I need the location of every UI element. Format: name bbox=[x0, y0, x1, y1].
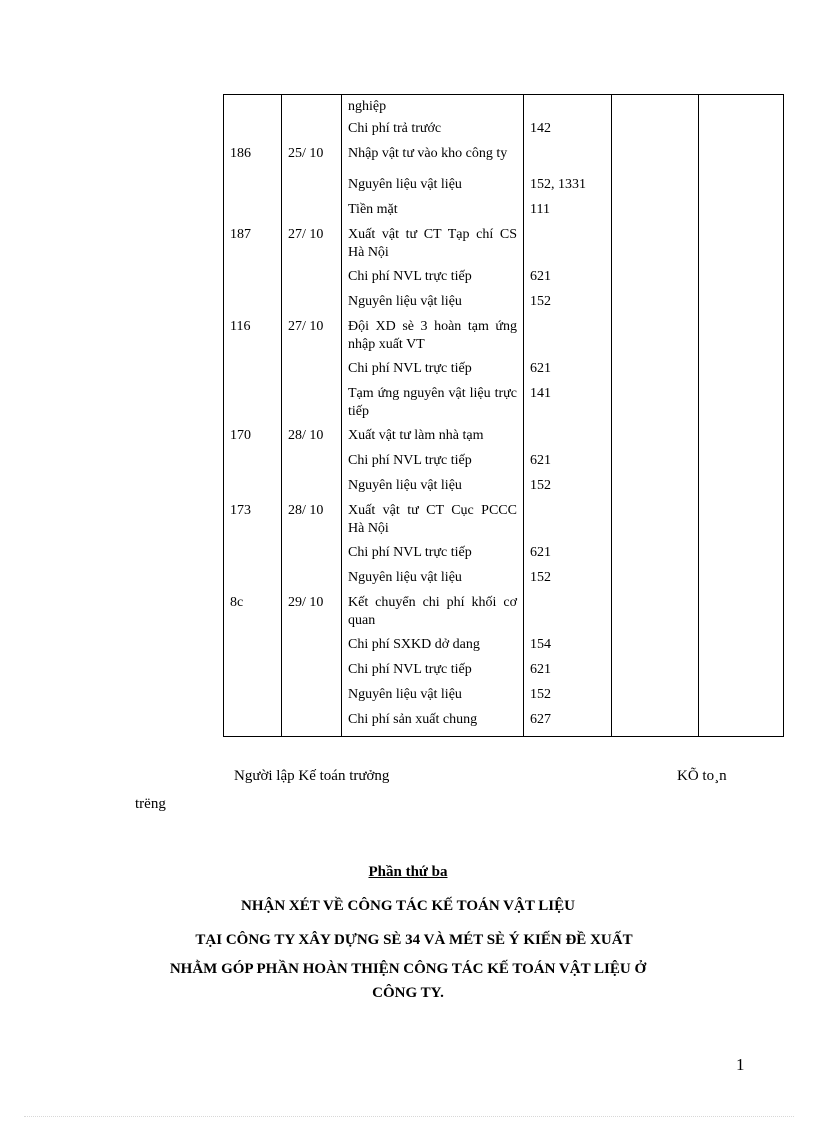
ledger-row bbox=[224, 661, 784, 686]
entry-number-cell bbox=[224, 360, 282, 385]
account-cell: 621 bbox=[524, 661, 612, 686]
section-title-line-4: CÔNG TY. bbox=[372, 985, 444, 1001]
entry-number-cell bbox=[224, 452, 282, 477]
description-cell: Chi phí NVL trực tiếp bbox=[342, 661, 524, 686]
description-cell: Chi phí NVL trực tiếp bbox=[342, 544, 524, 569]
footer-divider bbox=[24, 1116, 794, 1117]
entry-date-cell bbox=[282, 293, 342, 318]
credit-cell bbox=[699, 201, 784, 226]
entry-number-cell bbox=[224, 661, 282, 686]
entry-number-cell: 8c bbox=[224, 594, 282, 636]
debit-cell bbox=[612, 544, 699, 569]
credit-cell bbox=[699, 711, 784, 737]
ledger-row bbox=[224, 636, 784, 661]
debit-cell bbox=[612, 427, 699, 452]
account-cell: 111 bbox=[524, 201, 612, 226]
entry-date-cell: 25/ 10 bbox=[282, 145, 342, 176]
debit-cell bbox=[612, 569, 699, 594]
description-cell: Nguyên liệu vật liệu bbox=[342, 569, 524, 594]
credit-cell bbox=[699, 686, 784, 711]
entry-number-cell: 187 bbox=[224, 226, 282, 268]
description-cell: Đội XD sè 3 hoàn tạm ứng nhập xuất VT bbox=[342, 318, 524, 360]
entry-number-cell: 186 bbox=[224, 145, 282, 176]
ledger-row bbox=[224, 176, 784, 201]
debit-cell bbox=[612, 226, 699, 268]
credit-cell bbox=[699, 661, 784, 686]
entry-date-cell: 29/ 10 bbox=[282, 594, 342, 636]
credit-cell bbox=[699, 385, 784, 427]
debit-cell bbox=[612, 636, 699, 661]
debit-cell bbox=[612, 268, 699, 293]
ledger-row bbox=[224, 477, 784, 502]
entry-number-cell bbox=[224, 385, 282, 427]
ledger-table bbox=[223, 94, 784, 737]
entry-date-cell bbox=[282, 661, 342, 686]
description-cell: Xuất vật tư CT Cục PCCC Hà Nội bbox=[342, 502, 524, 544]
debit-cell bbox=[612, 686, 699, 711]
debit-cell bbox=[612, 452, 699, 477]
entry-date-cell bbox=[282, 686, 342, 711]
debit-cell bbox=[612, 145, 699, 176]
entry-date-cell bbox=[282, 385, 342, 427]
description-cell: Chi phí NVL trực tiếp bbox=[342, 452, 524, 477]
credit-cell bbox=[699, 569, 784, 594]
entry-date-cell: 27/ 10 bbox=[282, 226, 342, 268]
debit-cell bbox=[612, 293, 699, 318]
section-title-line-3: NHẰM GÓP PHẦN HOÀN THIỆN CÔNG TÁC KẾ TOÁN VẬT LIỆU Ở bbox=[169, 961, 647, 977]
account-cell: 142 bbox=[524, 120, 612, 145]
debit-cell bbox=[612, 711, 699, 737]
page-number: 1 bbox=[736, 1055, 745, 1074]
signature-preparer-chief: Người lập Kế toán trưởng bbox=[234, 768, 390, 784]
description-cell: nghiệp bbox=[342, 95, 524, 120]
ledger-row bbox=[224, 711, 784, 737]
account-cell: 152, 1331 bbox=[524, 176, 612, 201]
entry-date-cell bbox=[282, 569, 342, 594]
credit-cell bbox=[699, 594, 784, 636]
account-cell: 152 bbox=[524, 686, 612, 711]
entry-number-cell bbox=[224, 120, 282, 145]
debit-cell bbox=[612, 176, 699, 201]
debit-cell bbox=[612, 318, 699, 360]
account-cell: 621 bbox=[524, 544, 612, 569]
credit-cell bbox=[699, 502, 784, 544]
account-cell bbox=[524, 427, 612, 452]
debit-cell bbox=[612, 360, 699, 385]
ledger-row bbox=[224, 293, 784, 318]
debit-cell bbox=[612, 502, 699, 544]
credit-cell bbox=[699, 477, 784, 502]
account-cell: 152 bbox=[524, 293, 612, 318]
description-cell: Chi phí NVL trực tiếp bbox=[342, 268, 524, 293]
credit-cell bbox=[699, 360, 784, 385]
ledger-row bbox=[224, 268, 784, 293]
account-cell bbox=[524, 594, 612, 636]
ledger-row bbox=[224, 318, 784, 360]
signature-accountant-continued: trëng bbox=[135, 796, 166, 812]
description-cell: Nguyên liệu vật liệu bbox=[342, 293, 524, 318]
entry-number-cell bbox=[224, 95, 282, 120]
credit-cell bbox=[699, 95, 784, 120]
account-cell: 152 bbox=[524, 569, 612, 594]
entry-date-cell bbox=[282, 176, 342, 201]
account-cell: 627 bbox=[524, 711, 612, 737]
entry-date-cell bbox=[282, 636, 342, 661]
ledger-body bbox=[224, 95, 784, 737]
signature-accountant-right: KÕ to¸n bbox=[677, 768, 727, 784]
entry-number-cell bbox=[224, 686, 282, 711]
debit-cell bbox=[612, 120, 699, 145]
section-title-line-1: NHẬN XÉT VỀ CÔNG TÁC KẾ TOÁN VẬT LIỆU bbox=[241, 898, 575, 914]
description-cell: Tạm ứng nguyên vật liệu trực tiếp bbox=[342, 385, 524, 427]
ledger-row bbox=[224, 120, 784, 145]
ledger-row bbox=[224, 569, 784, 594]
description-cell: Chi phí sản xuất chung bbox=[342, 711, 524, 737]
entry-date-cell bbox=[282, 477, 342, 502]
entry-date-cell bbox=[282, 711, 342, 737]
account-cell bbox=[524, 318, 612, 360]
debit-cell bbox=[612, 661, 699, 686]
account-cell: 621 bbox=[524, 452, 612, 477]
debit-cell bbox=[612, 385, 699, 427]
description-cell: Kết chuyển chi phí khối cơ quan bbox=[342, 594, 524, 636]
entry-number-cell: 170 bbox=[224, 427, 282, 452]
debit-cell bbox=[612, 95, 699, 120]
credit-cell bbox=[699, 318, 784, 360]
account-cell: 141 bbox=[524, 385, 612, 427]
credit-cell bbox=[699, 544, 784, 569]
entry-date-cell bbox=[282, 120, 342, 145]
credit-cell bbox=[699, 120, 784, 145]
entry-number-cell bbox=[224, 477, 282, 502]
ledger-row bbox=[224, 385, 784, 427]
account-cell bbox=[524, 95, 612, 120]
section-title-line-2: TẠI CÔNG TY XÂY DỰNG SÈ 34 VÀ MÉT SÈ Ý KIẾN ĐỀ XUẤT bbox=[195, 932, 633, 948]
description-cell: Chi phí SXKD dở dang bbox=[342, 636, 524, 661]
description-cell: Chi phí trả trước bbox=[342, 120, 524, 145]
debit-cell bbox=[612, 201, 699, 226]
entry-date-cell: 27/ 10 bbox=[282, 318, 342, 360]
ledger-row bbox=[224, 544, 784, 569]
ledger-row bbox=[224, 452, 784, 477]
entry-number-cell bbox=[224, 711, 282, 737]
entry-date-cell bbox=[282, 544, 342, 569]
ledger-row bbox=[224, 145, 784, 176]
debit-cell bbox=[612, 594, 699, 636]
entry-number-cell bbox=[224, 636, 282, 661]
ledger-row bbox=[224, 360, 784, 385]
entry-date-cell bbox=[282, 452, 342, 477]
description-cell: Xuất vật tư làm nhà tạm bbox=[342, 427, 524, 452]
entry-number-cell: 116 bbox=[224, 318, 282, 360]
description-cell: Tiền mặt bbox=[342, 201, 524, 226]
credit-cell bbox=[699, 145, 784, 176]
credit-cell bbox=[699, 427, 784, 452]
entry-date-cell bbox=[282, 268, 342, 293]
description-cell: Nguyên liệu vật liệu bbox=[342, 176, 524, 201]
entry-date-cell bbox=[282, 360, 342, 385]
description-cell: Nhập vật tư vào kho công ty bbox=[342, 145, 524, 176]
entry-date-cell bbox=[282, 201, 342, 226]
entry-number-cell bbox=[224, 293, 282, 318]
entry-number-cell: 173 bbox=[224, 502, 282, 544]
credit-cell bbox=[699, 293, 784, 318]
account-cell bbox=[524, 145, 612, 176]
description-cell: Chi phí NVL trực tiếp bbox=[342, 360, 524, 385]
entry-number-cell bbox=[224, 544, 282, 569]
ledger-row bbox=[224, 226, 784, 268]
entry-number-cell bbox=[224, 176, 282, 201]
account-cell: 152 bbox=[524, 477, 612, 502]
entry-date-cell: 28/ 10 bbox=[282, 427, 342, 452]
credit-cell bbox=[699, 268, 784, 293]
credit-cell bbox=[699, 176, 784, 201]
credit-cell bbox=[699, 636, 784, 661]
description-cell: Nguyên liệu vật liệu bbox=[342, 477, 524, 502]
credit-cell bbox=[699, 452, 784, 477]
account-cell: 621 bbox=[524, 268, 612, 293]
account-cell bbox=[524, 502, 612, 544]
ledger-row bbox=[224, 686, 784, 711]
debit-cell bbox=[612, 477, 699, 502]
entry-date-cell: 28/ 10 bbox=[282, 502, 342, 544]
credit-cell bbox=[699, 226, 784, 268]
ledger-row bbox=[224, 427, 784, 452]
ledger-row bbox=[224, 502, 784, 544]
ledger-row bbox=[224, 594, 784, 636]
entry-number-cell bbox=[224, 268, 282, 293]
ledger-row bbox=[224, 95, 784, 120]
ledger-row bbox=[224, 201, 784, 226]
entry-date-cell bbox=[282, 95, 342, 120]
description-cell: Nguyên liệu vật liệu bbox=[342, 686, 524, 711]
account-cell: 154 bbox=[524, 636, 612, 661]
description-cell: Xuất vật tư CT Tạp chí CS Hà Nội bbox=[342, 226, 524, 268]
entry-number-cell bbox=[224, 569, 282, 594]
section-heading: Phần thứ ba bbox=[368, 864, 448, 880]
account-cell bbox=[524, 226, 612, 268]
account-cell: 621 bbox=[524, 360, 612, 385]
entry-number-cell bbox=[224, 201, 282, 226]
